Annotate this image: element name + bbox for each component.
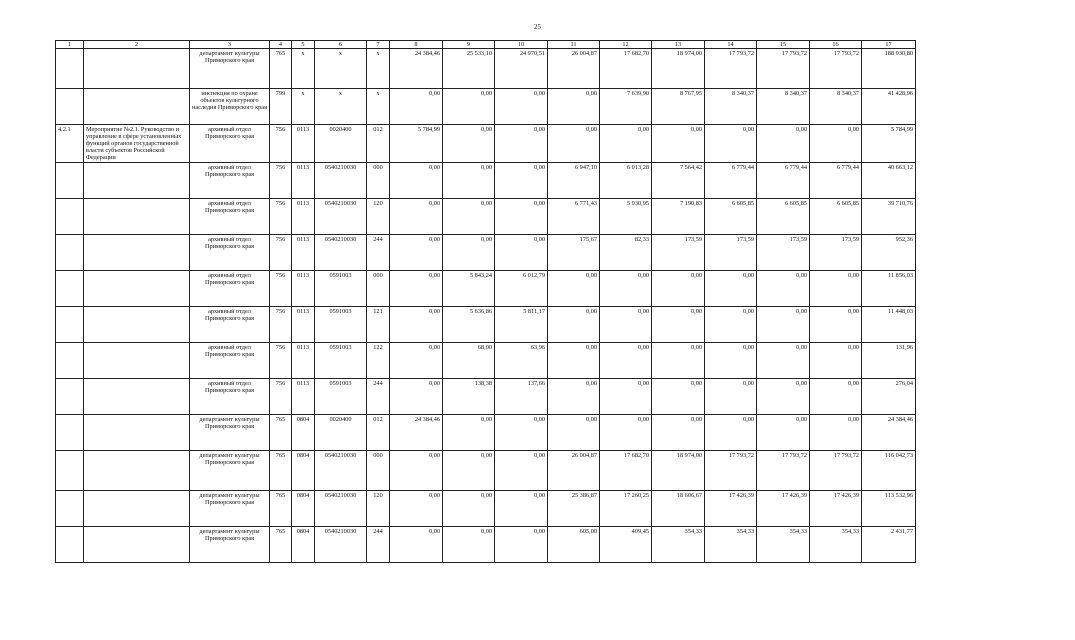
amount-cell: 0,00 bbox=[390, 307, 443, 343]
expense-type-cell: 000 bbox=[367, 451, 390, 491]
amount-cell: 0,00 bbox=[600, 271, 652, 307]
target-article-cell: 0540210030 bbox=[315, 451, 367, 491]
amount-cell: 0,00 bbox=[495, 89, 548, 125]
amount-cell: 6 947,10 bbox=[548, 163, 600, 199]
measure-name-cell bbox=[84, 343, 190, 379]
measure-name-cell bbox=[84, 271, 190, 307]
column-header: 6 bbox=[315, 41, 367, 49]
amount-cell: 0,00 bbox=[390, 379, 443, 415]
amount-cell: 173,59 bbox=[810, 235, 862, 271]
amount-cell: 11 448,03 bbox=[862, 307, 916, 343]
column-header: 4 bbox=[270, 41, 292, 49]
amount-cell: 7 639,90 bbox=[600, 89, 652, 125]
amount-cell: 137,66 bbox=[495, 379, 548, 415]
column-header: 13 bbox=[652, 41, 705, 49]
amount-cell: 354,33 bbox=[757, 527, 810, 563]
grbs-code-cell: 765 bbox=[270, 451, 292, 491]
amount-cell: 40 663,12 bbox=[862, 163, 916, 199]
amount-cell: 354,33 bbox=[652, 527, 705, 563]
item-number-cell bbox=[56, 199, 84, 235]
amount-cell: 0,00 bbox=[600, 125, 652, 163]
amount-cell: 39 710,76 bbox=[862, 199, 916, 235]
amount-cell: 0,00 bbox=[443, 199, 495, 235]
table-row bbox=[56, 415, 916, 451]
table-row bbox=[56, 235, 916, 271]
section-code-cell: 0113 bbox=[292, 379, 315, 415]
table-body bbox=[56, 41, 916, 563]
section-code-cell: х bbox=[292, 49, 315, 89]
target-article-cell: 0540210030 bbox=[315, 199, 367, 235]
target-article-cell: 0540210030 bbox=[315, 527, 367, 563]
amount-cell: 5 930,95 bbox=[600, 199, 652, 235]
measure-name-cell bbox=[84, 451, 190, 491]
amount-cell: 6 605,85 bbox=[705, 199, 757, 235]
amount-cell: 0,00 bbox=[390, 163, 443, 199]
amount-cell: 0,00 bbox=[495, 235, 548, 271]
column-header: 16 bbox=[810, 41, 862, 49]
amount-cell: 0,00 bbox=[810, 307, 862, 343]
amount-cell: 0,00 bbox=[390, 527, 443, 563]
amount-cell: 6 605,85 bbox=[810, 199, 862, 235]
amount-cell: 0,00 bbox=[390, 451, 443, 491]
section-code-cell: 0113 bbox=[292, 271, 315, 307]
amount-cell: 17 793,72 bbox=[705, 49, 757, 89]
section-code-cell: 0113 bbox=[292, 343, 315, 379]
table-row bbox=[56, 343, 916, 379]
amount-cell: 0,00 bbox=[652, 379, 705, 415]
grbs-code-cell: 756 bbox=[270, 163, 292, 199]
expense-type-cell: 000 bbox=[367, 271, 390, 307]
amount-cell: 0,00 bbox=[548, 89, 600, 125]
amount-cell: 17 793,72 bbox=[757, 49, 810, 89]
amount-cell: 0,00 bbox=[495, 527, 548, 563]
amount-cell: 0,00 bbox=[757, 415, 810, 451]
amount-cell: 113 532,96 bbox=[862, 491, 916, 527]
amount-cell: 605,00 bbox=[548, 527, 600, 563]
section-code-cell: 0804 bbox=[292, 415, 315, 451]
amount-cell: 0,00 bbox=[443, 163, 495, 199]
column-header: 1 bbox=[56, 41, 84, 49]
amount-cell: 6 779,44 bbox=[705, 163, 757, 199]
measure-name-cell bbox=[84, 163, 190, 199]
expense-type-cell: 121 bbox=[367, 307, 390, 343]
amount-cell: 276,04 bbox=[862, 379, 916, 415]
column-header: 5 bbox=[292, 41, 315, 49]
column-header: 17 bbox=[862, 41, 916, 49]
grbs-code-cell: 765 bbox=[270, 49, 292, 89]
amount-cell: 188 930,80 bbox=[862, 49, 916, 89]
executor-cell: департамент культуры Приморского края bbox=[190, 415, 270, 451]
amount-cell: 0,00 bbox=[705, 307, 757, 343]
amount-cell: 0,00 bbox=[705, 125, 757, 163]
amount-cell: 25 386,87 bbox=[548, 491, 600, 527]
grbs-code-cell: 756 bbox=[270, 379, 292, 415]
table-row bbox=[56, 125, 916, 163]
amount-cell: 0,00 bbox=[757, 125, 810, 163]
target-article-cell: 0540210030 bbox=[315, 491, 367, 527]
amount-cell: 0,00 bbox=[548, 307, 600, 343]
amount-cell: 6 013,28 bbox=[600, 163, 652, 199]
target-article-cell: 0591003 bbox=[315, 343, 367, 379]
header-row bbox=[56, 41, 916, 49]
item-number-cell bbox=[56, 343, 84, 379]
amount-cell: 0,00 bbox=[390, 491, 443, 527]
amount-cell: 5 843,24 bbox=[443, 271, 495, 307]
amount-cell: 138,38 bbox=[443, 379, 495, 415]
amount-cell: 0,00 bbox=[443, 235, 495, 271]
amount-cell: 173,59 bbox=[652, 235, 705, 271]
amount-cell: 952,36 bbox=[862, 235, 916, 271]
amount-cell: 5 811,17 bbox=[495, 307, 548, 343]
amount-cell: 409,45 bbox=[600, 527, 652, 563]
amount-cell: 8 340,37 bbox=[705, 89, 757, 125]
amount-cell: 131,96 bbox=[862, 343, 916, 379]
amount-cell: 17 793,72 bbox=[810, 49, 862, 89]
amount-cell: 11 856,03 bbox=[862, 271, 916, 307]
amount-cell: 0,00 bbox=[810, 271, 862, 307]
table-row bbox=[56, 379, 916, 415]
amount-cell: 0,00 bbox=[705, 343, 757, 379]
amount-cell: 17 682,70 bbox=[600, 451, 652, 491]
amount-cell: 173,59 bbox=[757, 235, 810, 271]
target-article-cell: 0591003 bbox=[315, 379, 367, 415]
table-row bbox=[56, 49, 916, 89]
target-article-cell: 0540210030 bbox=[315, 163, 367, 199]
amount-cell: 0,00 bbox=[652, 125, 705, 163]
executor-cell: архивный отдел Приморского края bbox=[190, 235, 270, 271]
section-code-cell: 0804 bbox=[292, 491, 315, 527]
item-number-cell bbox=[56, 491, 84, 527]
item-number-cell bbox=[56, 379, 84, 415]
target-article-cell: 0540210030 bbox=[315, 235, 367, 271]
amount-cell: 0,00 bbox=[652, 415, 705, 451]
measure-name-cell: Мероприятие №2.1. Руководство и управление в сфере установленных функций органов государственной власти субъектов Российской Федерации bbox=[84, 125, 190, 163]
amount-cell: 24 384,46 bbox=[862, 415, 916, 451]
column-header: 14 bbox=[705, 41, 757, 49]
amount-cell: 17 793,72 bbox=[757, 451, 810, 491]
grbs-code-cell: 756 bbox=[270, 271, 292, 307]
column-header: 8 bbox=[390, 41, 443, 49]
amount-cell: 0,00 bbox=[390, 89, 443, 125]
amount-cell: 0,00 bbox=[810, 415, 862, 451]
executor-cell: департамент культуры Приморского края bbox=[190, 451, 270, 491]
expense-type-cell: х bbox=[367, 49, 390, 89]
table-row bbox=[56, 199, 916, 235]
column-header: 12 bbox=[600, 41, 652, 49]
amount-cell: 0,00 bbox=[652, 307, 705, 343]
item-number-cell bbox=[56, 163, 84, 199]
table-row bbox=[56, 307, 916, 343]
measure-name-cell bbox=[84, 199, 190, 235]
column-header: 9 bbox=[443, 41, 495, 49]
amount-cell: 0,00 bbox=[757, 271, 810, 307]
amount-cell: 0,00 bbox=[443, 451, 495, 491]
amount-cell: 6 771,43 bbox=[548, 199, 600, 235]
amount-cell: 0,00 bbox=[495, 415, 548, 451]
amount-cell: 8 767,95 bbox=[652, 89, 705, 125]
budget-table bbox=[55, 40, 916, 563]
item-number-cell bbox=[56, 527, 84, 563]
grbs-code-cell: 756 bbox=[270, 307, 292, 343]
amount-cell: 0,00 bbox=[495, 163, 548, 199]
grbs-code-cell: 756 bbox=[270, 235, 292, 271]
amount-cell: 0,00 bbox=[443, 415, 495, 451]
expense-type-cell: 244 bbox=[367, 235, 390, 271]
amount-cell: 0,00 bbox=[495, 491, 548, 527]
amount-cell: 0,00 bbox=[652, 343, 705, 379]
amount-cell: 0,00 bbox=[600, 343, 652, 379]
amount-cell: 173,59 bbox=[705, 235, 757, 271]
amount-cell: 0,00 bbox=[390, 343, 443, 379]
column-header: 10 bbox=[495, 41, 548, 49]
measure-name-cell bbox=[84, 235, 190, 271]
target-article-cell: 0020400 bbox=[315, 125, 367, 163]
expense-type-cell: 122 bbox=[367, 343, 390, 379]
executor-cell: архивный отдел Приморского края bbox=[190, 125, 270, 163]
table-row bbox=[56, 451, 916, 491]
amount-cell: 0,00 bbox=[390, 235, 443, 271]
grbs-code-cell: 756 bbox=[270, 343, 292, 379]
amount-cell: 0,00 bbox=[548, 343, 600, 379]
column-header: 2 bbox=[84, 41, 190, 49]
amount-cell: 24 970,51 bbox=[495, 49, 548, 89]
amount-cell: 0,00 bbox=[548, 125, 600, 163]
target-article-cell: 0591003 bbox=[315, 271, 367, 307]
amount-cell: 5 784,99 bbox=[390, 125, 443, 163]
executor-cell: департамент культуры Приморского края bbox=[190, 527, 270, 563]
amount-cell: 0,00 bbox=[443, 125, 495, 163]
page-number: 25 bbox=[534, 23, 541, 31]
amount-cell: 0,00 bbox=[495, 125, 548, 163]
table-row bbox=[56, 271, 916, 307]
amount-cell: 0,00 bbox=[495, 199, 548, 235]
grbs-code-cell: 765 bbox=[270, 415, 292, 451]
amount-cell: 41 428,96 bbox=[862, 89, 916, 125]
expense-type-cell: 012 bbox=[367, 125, 390, 163]
item-number-cell bbox=[56, 49, 84, 89]
item-number-cell bbox=[56, 271, 84, 307]
amount-cell: 2 431,77 bbox=[862, 527, 916, 563]
expense-type-cell: х bbox=[367, 89, 390, 125]
amount-cell: 0,00 bbox=[548, 415, 600, 451]
executor-cell: инспекция по охране объектов культурного наследия Приморского края bbox=[190, 89, 270, 125]
expense-type-cell: 120 bbox=[367, 199, 390, 235]
target-article-cell: х bbox=[315, 49, 367, 89]
amount-cell: 18 606,67 bbox=[652, 491, 705, 527]
measure-name-cell bbox=[84, 49, 190, 89]
executor-cell: архивный отдел Приморского края bbox=[190, 307, 270, 343]
amount-cell: 116 042,73 bbox=[862, 451, 916, 491]
table-row bbox=[56, 491, 916, 527]
section-code-cell: 0804 bbox=[292, 527, 315, 563]
amount-cell: 18 974,00 bbox=[652, 451, 705, 491]
amount-cell: 63,96 bbox=[495, 343, 548, 379]
executor-cell: архивный отдел Приморского края bbox=[190, 163, 270, 199]
amount-cell: 0,00 bbox=[443, 491, 495, 527]
amount-cell: 24 384,46 bbox=[390, 49, 443, 89]
amount-cell: 24 384,46 bbox=[390, 415, 443, 451]
amount-cell: 0,00 bbox=[443, 89, 495, 125]
table-row bbox=[56, 163, 916, 199]
section-code-cell: 0113 bbox=[292, 125, 315, 163]
amount-cell: 0,00 bbox=[810, 379, 862, 415]
item-number-cell bbox=[56, 235, 84, 271]
amount-cell: 26 004,87 bbox=[548, 451, 600, 491]
section-code-cell: х bbox=[292, 89, 315, 125]
amount-cell: 0,00 bbox=[705, 271, 757, 307]
amount-cell: 0,00 bbox=[443, 527, 495, 563]
measure-name-cell bbox=[84, 89, 190, 125]
section-code-cell: 0113 bbox=[292, 307, 315, 343]
expense-type-cell: 000 bbox=[367, 163, 390, 199]
amount-cell: 0,00 bbox=[390, 199, 443, 235]
amount-cell: 0,00 bbox=[810, 125, 862, 163]
section-code-cell: 0113 bbox=[292, 235, 315, 271]
amount-cell: 26 004,87 bbox=[548, 49, 600, 89]
executor-cell: архивный отдел Приморского края bbox=[190, 343, 270, 379]
table-row bbox=[56, 527, 916, 563]
grbs-code-cell: 756 bbox=[270, 199, 292, 235]
expense-type-cell: 244 bbox=[367, 527, 390, 563]
amount-cell: 17 793,72 bbox=[810, 451, 862, 491]
item-number-cell: 4.2.1 bbox=[56, 125, 84, 163]
amount-cell: 0,00 bbox=[810, 343, 862, 379]
measure-name-cell bbox=[84, 379, 190, 415]
amount-cell: 17 426,39 bbox=[757, 491, 810, 527]
amount-cell: 0,00 bbox=[548, 379, 600, 415]
amount-cell: 6 779,44 bbox=[757, 163, 810, 199]
amount-cell: 0,00 bbox=[600, 307, 652, 343]
grbs-code-cell: 756 bbox=[270, 125, 292, 163]
amount-cell: 0,00 bbox=[548, 271, 600, 307]
amount-cell: 8 340,37 bbox=[757, 89, 810, 125]
amount-cell: 7 564,42 bbox=[652, 163, 705, 199]
target-article-cell: 0591003 bbox=[315, 307, 367, 343]
amount-cell: 354,33 bbox=[705, 527, 757, 563]
amount-cell: 6 779,44 bbox=[810, 163, 862, 199]
item-number-cell bbox=[56, 307, 84, 343]
amount-cell: 5 636,86 bbox=[443, 307, 495, 343]
amount-cell: 0,00 bbox=[705, 379, 757, 415]
measure-name-cell bbox=[84, 491, 190, 527]
expense-type-cell: 120 bbox=[367, 491, 390, 527]
amount-cell: 354,33 bbox=[810, 527, 862, 563]
amount-cell: 0,00 bbox=[495, 451, 548, 491]
table-row bbox=[56, 89, 916, 125]
measure-name-cell bbox=[84, 527, 190, 563]
section-code-cell: 0113 bbox=[292, 163, 315, 199]
target-article-cell: х bbox=[315, 89, 367, 125]
amount-cell: 17 426,39 bbox=[810, 491, 862, 527]
amount-cell: 0,00 bbox=[652, 271, 705, 307]
measure-name-cell bbox=[84, 415, 190, 451]
grbs-code-cell: 765 bbox=[270, 527, 292, 563]
amount-cell: 0,00 bbox=[600, 379, 652, 415]
amount-cell: 5 784,99 bbox=[862, 125, 916, 163]
column-header: 7 bbox=[367, 41, 390, 49]
item-number-cell bbox=[56, 451, 84, 491]
measure-name-cell bbox=[84, 307, 190, 343]
amount-cell: 7 190,83 bbox=[652, 199, 705, 235]
amount-cell: 17 682,70 bbox=[600, 49, 652, 89]
grbs-code-cell: 765 bbox=[270, 491, 292, 527]
column-header: 3 bbox=[190, 41, 270, 49]
expense-type-cell: 244 bbox=[367, 379, 390, 415]
amount-cell: 17 793,72 bbox=[705, 451, 757, 491]
item-number-cell bbox=[56, 89, 84, 125]
amount-cell: 25 533,10 bbox=[443, 49, 495, 89]
target-article-cell: 0020400 bbox=[315, 415, 367, 451]
column-header: 11 bbox=[548, 41, 600, 49]
amount-cell: 0,00 bbox=[757, 307, 810, 343]
amount-cell: 6 012,79 bbox=[495, 271, 548, 307]
amount-cell: 17 426,39 bbox=[705, 491, 757, 527]
amount-cell: 8 340,37 bbox=[810, 89, 862, 125]
item-number-cell bbox=[56, 415, 84, 451]
amount-cell: 0,00 bbox=[757, 379, 810, 415]
amount-cell: 18 974,00 bbox=[652, 49, 705, 89]
amount-cell: 17 260,25 bbox=[600, 491, 652, 527]
amount-cell: 0,00 bbox=[600, 415, 652, 451]
amount-cell: 0,00 bbox=[705, 415, 757, 451]
executor-cell: архивный отдел Приморского края bbox=[190, 271, 270, 307]
section-code-cell: 0113 bbox=[292, 199, 315, 235]
amount-cell: 68,00 bbox=[443, 343, 495, 379]
amount-cell: 0,00 bbox=[390, 271, 443, 307]
executor-cell: департамент культуры Приморского края bbox=[190, 491, 270, 527]
amount-cell: 0,00 bbox=[757, 343, 810, 379]
executor-cell: департамент культуры Приморского края bbox=[190, 49, 270, 89]
column-header: 15 bbox=[757, 41, 810, 49]
section-code-cell: 0804 bbox=[292, 451, 315, 491]
executor-cell: архивный отдел Приморского края bbox=[190, 199, 270, 235]
grbs-code-cell: 799 bbox=[270, 89, 292, 125]
amount-cell: 175,67 bbox=[548, 235, 600, 271]
amount-cell: 6 605,85 bbox=[757, 199, 810, 235]
amount-cell: 82,33 bbox=[600, 235, 652, 271]
executor-cell: архивный отдел Приморского края bbox=[190, 379, 270, 415]
expense-type-cell: 012 bbox=[367, 415, 390, 451]
